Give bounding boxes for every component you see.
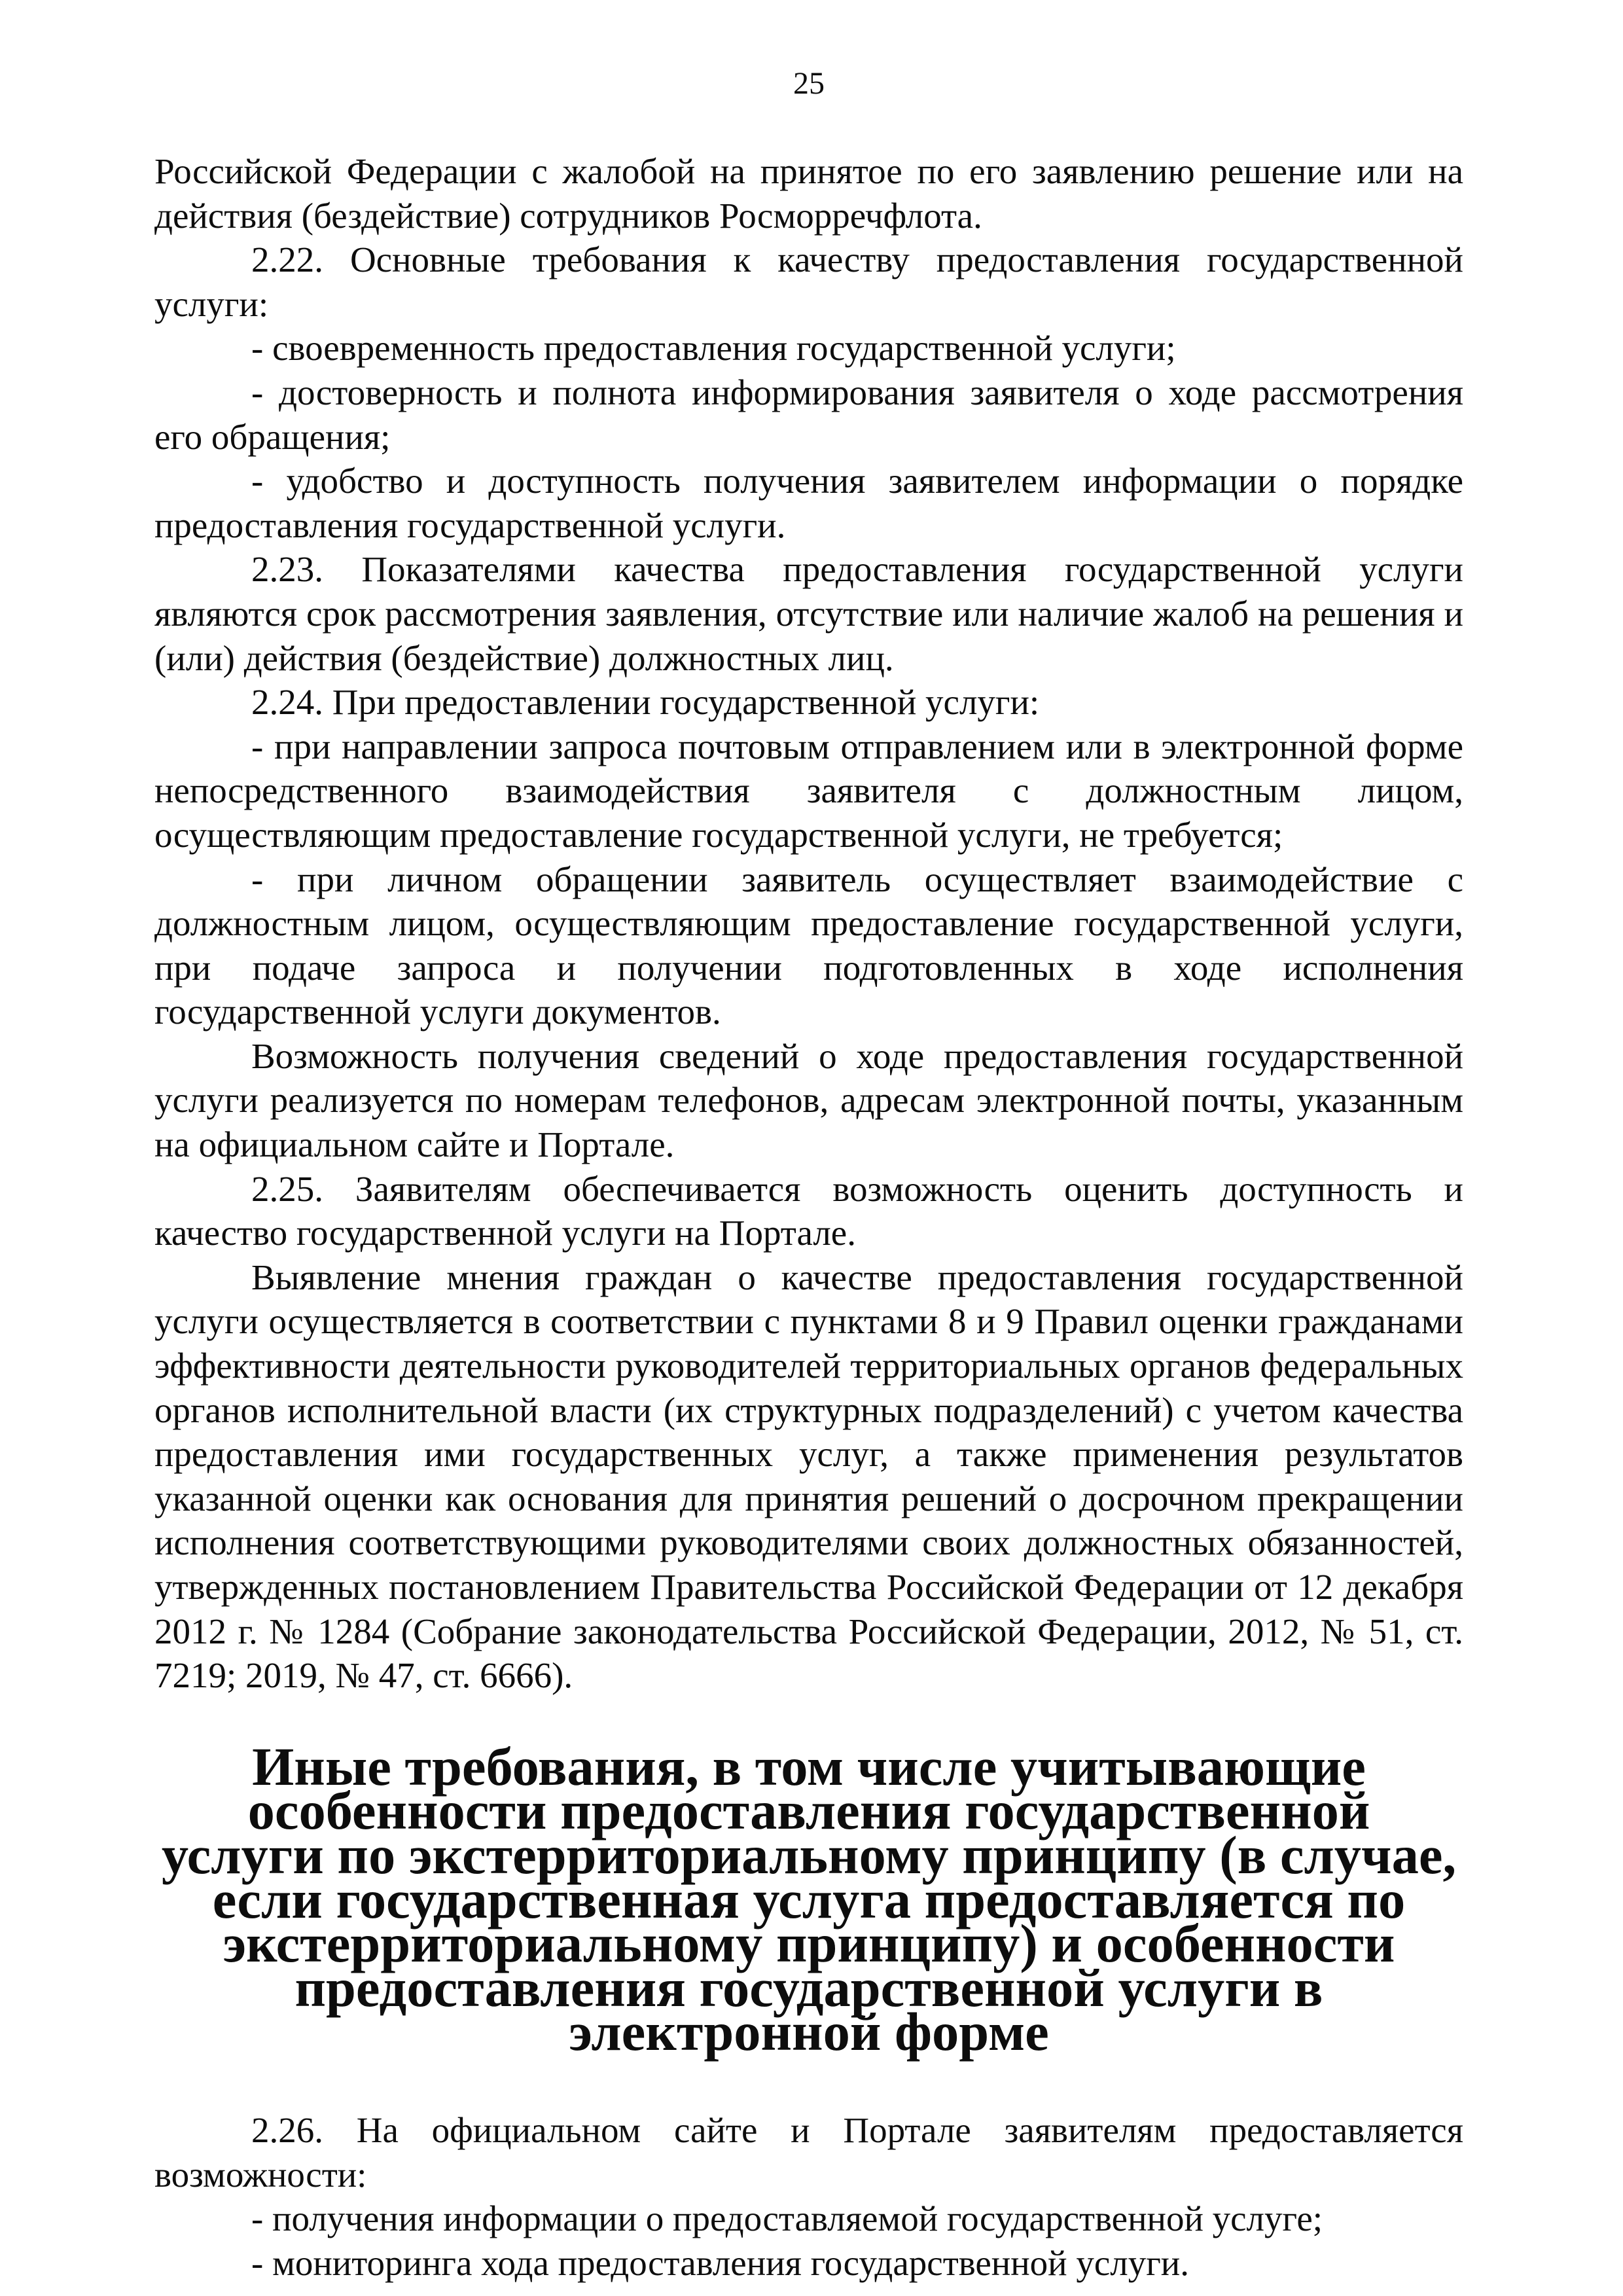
paragraph-2-22: 2.22. Основные требования к качеству предоставления государственной услуги: bbox=[154, 240, 1463, 324]
paragraph-2-24: 2.24. При предоставлении государственной услуги: bbox=[251, 682, 1040, 723]
paragraph: Выявление мнения граждан о качестве предоставления государственной услуги осуществляется в соответствии с пунктами 8 и 9 Правил оценки гражданами эффективности деятельности руководителей территориальных органов федеральных органов исполнительной власти (их структурных подразделений) с учетом качества предоставления ими государственных услуг, а также применения результатов указанной оценки как основания для принятия решений о досрочном прекращении исполнения соответствующими руководителями своих должностных обязанностей, утвержденных постановлением Правительства Российской Федерации от 12 декабря 2012 г. № 1284 (Собрание законодательства Российской Федерации, 2012, № 51, ст. 7219; 2019, № 47, ст. 6666). bbox=[154, 1257, 1463, 1696]
document-body-continued bbox=[154, 2108, 1463, 2285]
paragraph: Возможность получения сведений о ходе предоставления государственной услуги реализуется по номерам телефонов, адресам электронной почты, указанным на официальном сайте и Портале. bbox=[154, 1035, 1463, 1165]
list-item: - мониторинга хода предоставления государственной услуги. bbox=[251, 2242, 1189, 2283]
section-heading: Иные требования, в том числе учитывающие особенности предоставления государственной услуги по экстерриториальному принципу (в случае, если государственная услуга предоставляется по экстерриториальному принципу) и особенности предоставления государственной услуги в электронной форме bbox=[161, 1736, 1457, 2062]
page-number: 25 bbox=[793, 66, 825, 101]
paragraph-2-26: 2.26. На официальном сайте и Портале заявителям предоставляется возможности: bbox=[154, 2109, 1463, 2195]
list-item: - при личном обращении заявитель осуществляет взаимодействие с должностным лицом, осуществляющим предоставление государственной услуги, при подаче запроса и получении подготовленных в ходе исполнения государственной услуги документов. bbox=[154, 859, 1463, 1032]
list-item: - удобство и доступность получения заявителем информации о порядке предоставления государственной услуги. bbox=[154, 461, 1463, 545]
paragraph: Российской Федерации с жалобой на принятое по его заявлению решение или на действия (бездействие) сотрудников Росморречфлота. bbox=[154, 151, 1463, 236]
list-item: - при направлении запроса почтовым отправлением или в электронной форме непосредственного взаимодействия заявителя с должностным лицом, осуществляющим предоставление государственной услуги, не требуется; bbox=[154, 726, 1463, 855]
list-item: - достоверность и полнота информирования заявителя о ходе рассмотрения его обращения; bbox=[154, 372, 1463, 457]
list-item: - получения информации о предоставляемой государственной услуге; bbox=[251, 2198, 1323, 2239]
list-item: - своевременность предоставления государственной услуги; bbox=[251, 328, 1176, 368]
document-body bbox=[154, 149, 1463, 1698]
paragraph-2-23: 2.23. Показателями качества предоставления государственной услуги являются срок рассмотрения заявления, отсутствие или наличие жалоб на решения и (или) действия (бездействие) должностных лиц. bbox=[154, 549, 1463, 678]
paragraph-2-25: 2.25. Заявителям обеспечивается возможность оценить доступность и качество государственной услуги на Портале. bbox=[154, 1168, 1463, 1253]
